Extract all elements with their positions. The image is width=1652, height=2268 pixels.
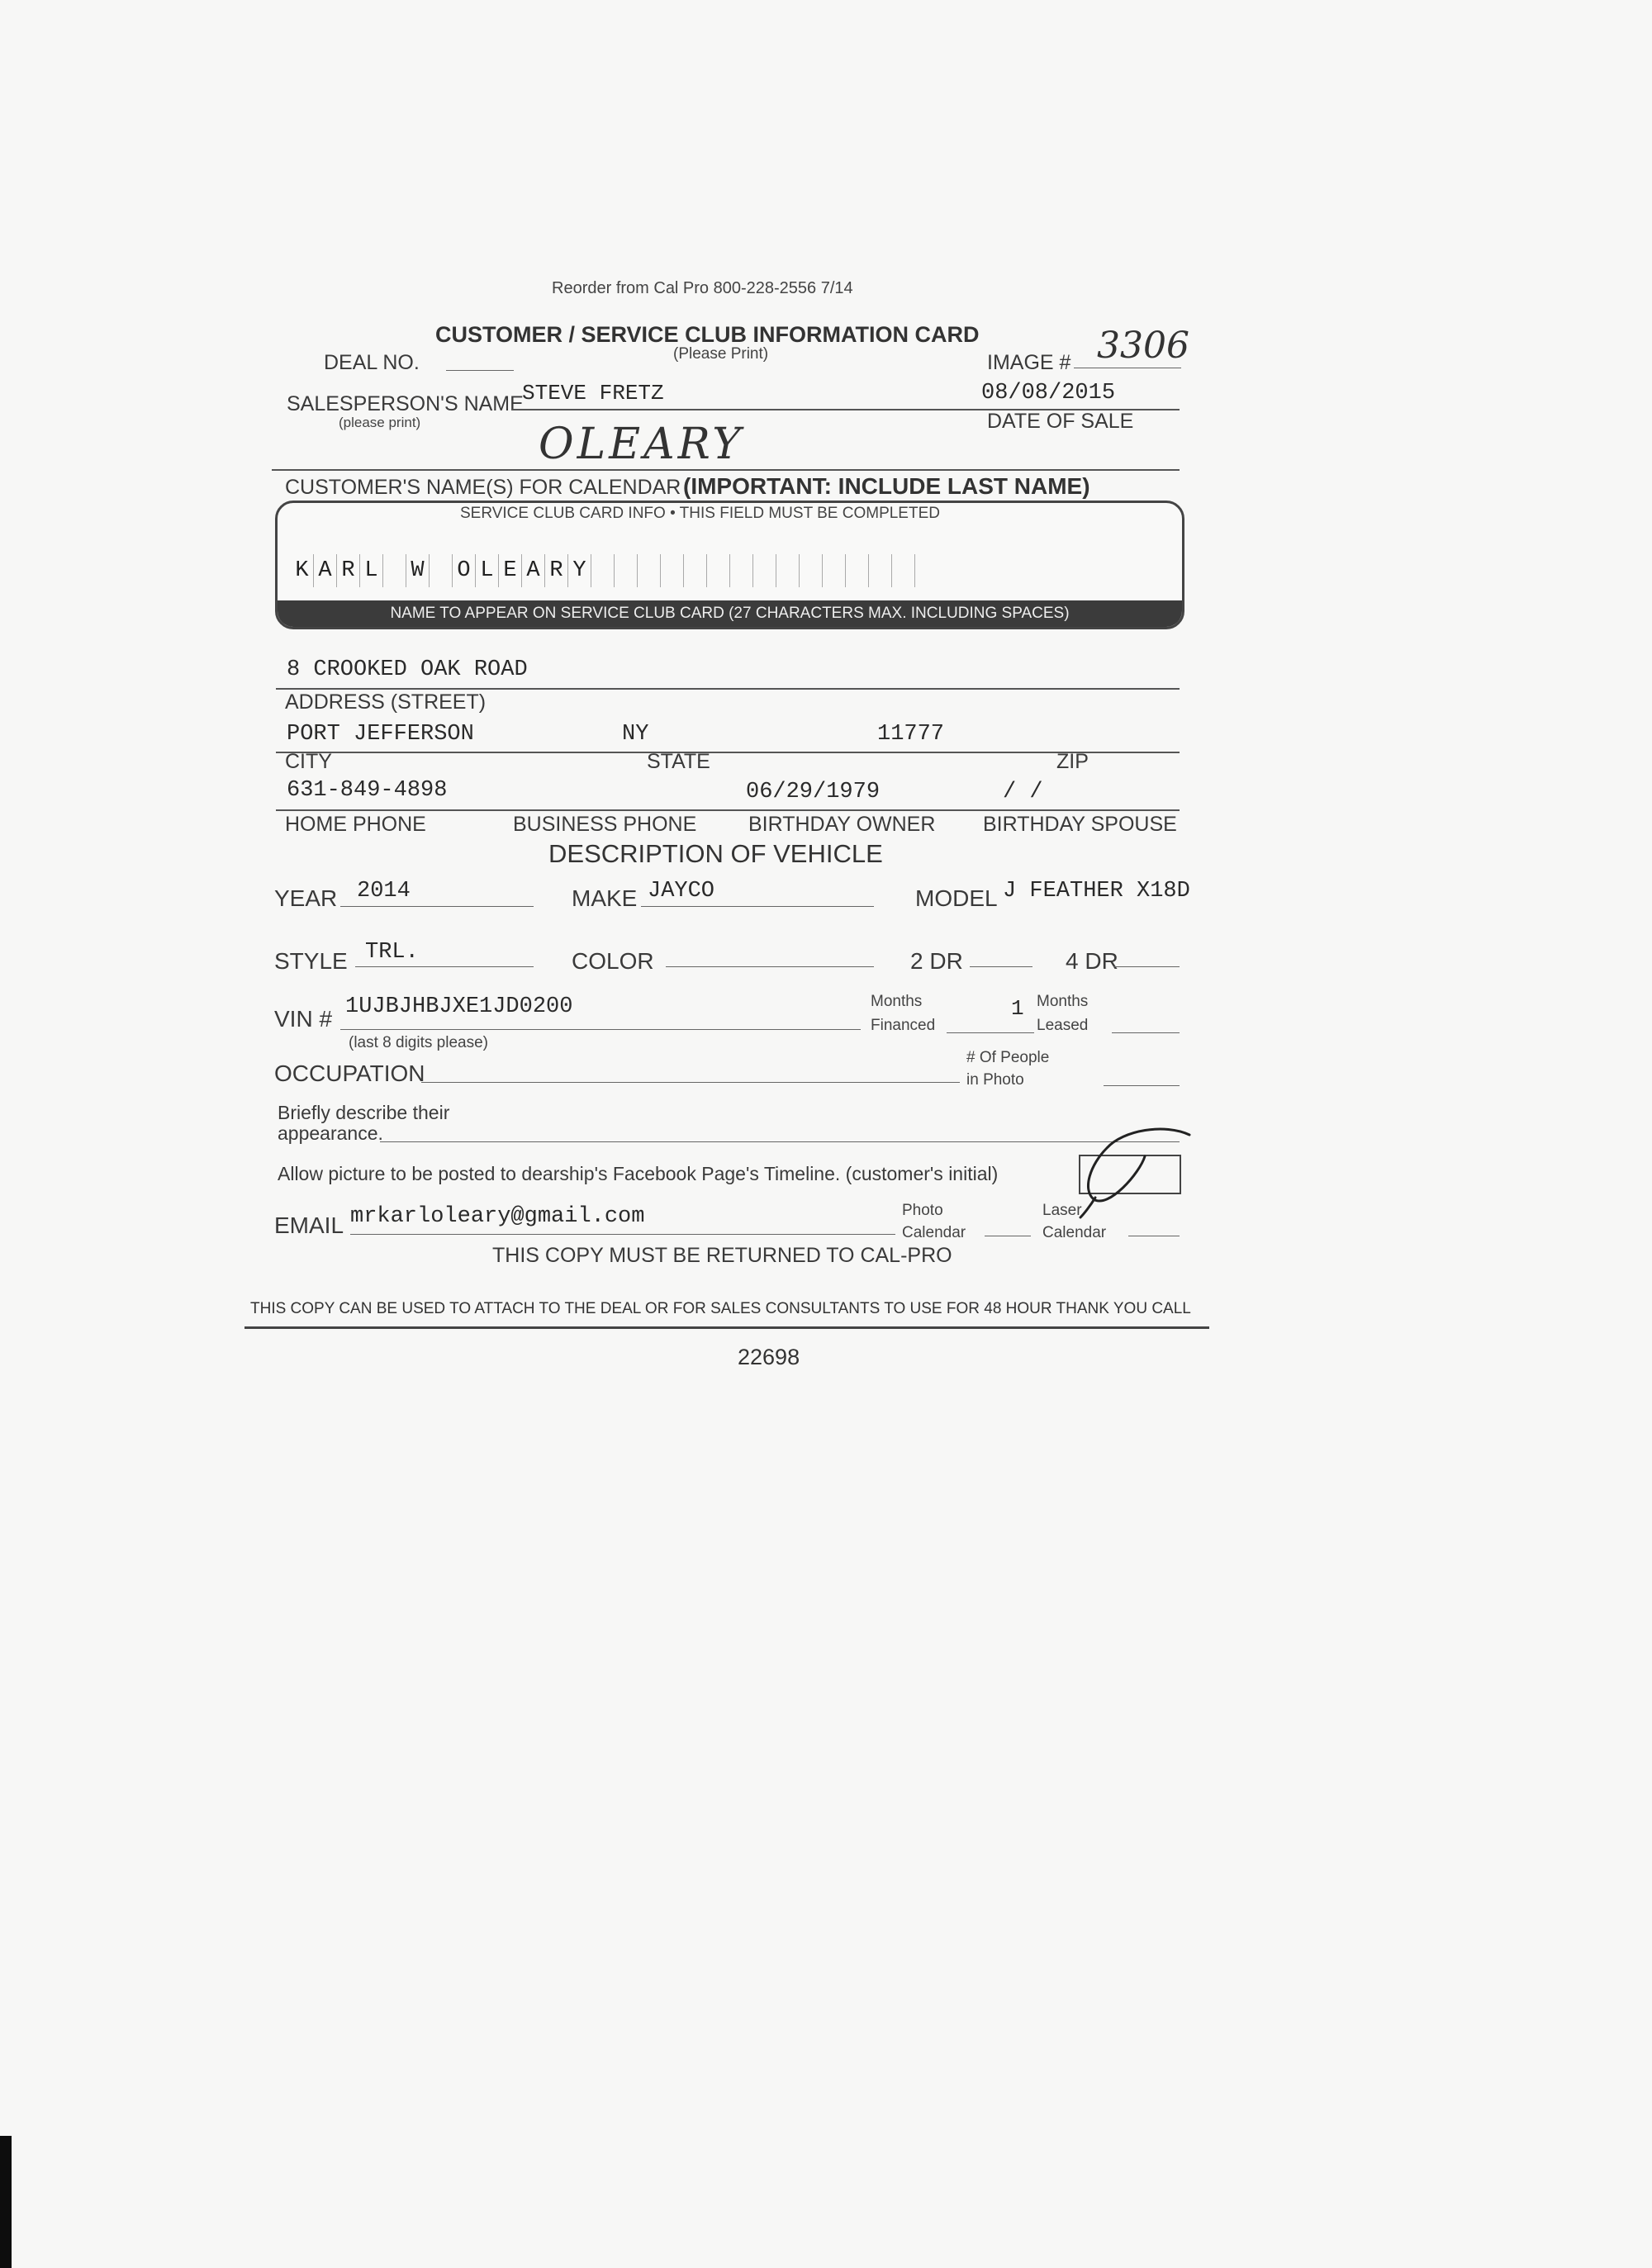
leased-value[interactable]: 1 [1011, 996, 1024, 1021]
two-door-field[interactable] [970, 966, 1032, 967]
laser-calendar-label-1: Laser [1042, 1202, 1082, 1219]
vin-value[interactable]: 1UJBJHBJXE1JD0200 [345, 994, 573, 1019]
photo-calendar-label-2: Calendar [902, 1224, 966, 1241]
footer-rule [244, 1326, 1209, 1329]
appearance-field[interactable] [380, 1141, 1180, 1142]
make-value[interactable]: JAYCO [648, 879, 715, 904]
city-value[interactable]: PORT JEFFERSON [287, 722, 474, 747]
year-label: YEAR [274, 885, 338, 911]
salesperson-sublabel: (please print) [339, 415, 421, 430]
deal-no-label: DEAL NO. [324, 351, 420, 374]
name-cell[interactable] [707, 554, 730, 587]
photo-calendar-label-1: Photo [902, 1202, 943, 1219]
name-cell[interactable] [638, 554, 661, 587]
four-door-label: 4 DR [1066, 948, 1118, 974]
two-door-label: 2 DR [910, 948, 963, 974]
people-label-1: # Of People [966, 1049, 1050, 1066]
service-club-footer: NAME TO APPEAR ON SERVICE CLUB CARD (27 CHARACTERS MAX. INCLUDING SPACES) [278, 600, 1182, 627]
name-cell[interactable]: A [522, 554, 545, 587]
salesperson-name-value[interactable]: STEVE FRETZ [522, 381, 664, 406]
scan-edge-shadow [0, 2136, 12, 2268]
birthday-spouse-value[interactable]: / / [1003, 780, 1043, 804]
home-phone-value[interactable]: 631-849-4898 [287, 778, 448, 803]
people-field[interactable] [1104, 1085, 1180, 1086]
name-cell[interactable] [661, 554, 684, 587]
financed-label: Financed [871, 1017, 936, 1034]
people-label-2: in Photo [966, 1071, 1024, 1089]
leased-label: Leased [1037, 1017, 1089, 1034]
occupation-field[interactable] [421, 1082, 960, 1083]
image-number-value: 3306 [1097, 325, 1189, 367]
color-field[interactable] [666, 966, 874, 967]
name-cell[interactable]: E [499, 554, 522, 587]
name-cell[interactable]: R [545, 554, 568, 587]
model-label: MODEL [915, 885, 998, 911]
service-club-name-cells[interactable] [291, 554, 915, 587]
name-cell[interactable] [615, 554, 638, 587]
leased-field[interactable] [1112, 1032, 1180, 1033]
style-label: STYLE [274, 948, 348, 974]
reorder-note: Reorder from Cal Pro 800-228-2556 7/14 [552, 279, 853, 297]
name-cell[interactable] [800, 554, 823, 587]
calendar-name-value[interactable]: OLEARY [539, 420, 744, 469]
name-cell[interactable]: L [476, 554, 499, 587]
name-cell[interactable] [753, 554, 776, 587]
calendar-name-important: (IMPORTANT: INCLUDE LAST NAME) [683, 473, 1090, 499]
name-cell[interactable]: O [453, 554, 476, 587]
city-line [276, 752, 1180, 753]
appearance-label-1: Briefly describe their [278, 1102, 450, 1123]
vin-label: VIN # [274, 1006, 333, 1032]
form-subtitle: (Please Print) [673, 345, 769, 363]
zip-label: ZIP [1056, 750, 1089, 773]
vin-line [340, 1029, 861, 1030]
date-of-sale-label: DATE OF SALE [987, 410, 1134, 433]
make-label: MAKE [572, 885, 638, 911]
return-note: THIS COPY MUST BE RETURNED TO CAL-PRO [492, 1244, 952, 1267]
service-club-box [275, 501, 1184, 629]
state-value[interactable]: NY [622, 722, 649, 747]
calendar-name-line [272, 469, 1180, 471]
deal-no-field[interactable] [446, 370, 514, 371]
business-phone-label: BUSINESS PHONE [513, 813, 697, 836]
phone-line [276, 809, 1180, 811]
form-title: CUSTOMER / SERVICE CLUB INFORMATION CARD [435, 322, 980, 347]
name-cell[interactable] [869, 554, 892, 587]
months-financed-top: Months [871, 993, 923, 1010]
appearance-label-2: appearance. [278, 1122, 383, 1144]
make-line [641, 906, 874, 907]
name-cell[interactable]: Y [568, 554, 591, 587]
name-cell[interactable] [823, 554, 846, 587]
birthday-owner-value[interactable]: 06/29/1979 [746, 780, 881, 804]
name-cell[interactable] [846, 554, 869, 587]
salesperson-label: SALESPERSON'S NAME [287, 392, 524, 415]
form-number: 22698 [738, 1345, 800, 1369]
initials-signature-icon [1066, 1123, 1194, 1222]
email-label: EMAIL [274, 1212, 344, 1238]
footer-note: THIS COPY CAN BE USED TO ATTACH TO THE DEAL OR FOR SALES CONSULTANTS TO USE FOR 48 HOUR THANK YOU CALL [250, 1300, 1191, 1317]
color-label: COLOR [572, 948, 654, 974]
months-leased-top: Months [1037, 993, 1089, 1010]
name-cell[interactable] [591, 554, 615, 587]
name-cell[interactable]: W [406, 554, 430, 587]
style-value[interactable]: TRL. [365, 940, 419, 965]
service-club-header: SERVICE CLUB CARD INFO • THIS FIELD MUST BE COMPLETED [460, 505, 940, 522]
year-value[interactable]: 2014 [357, 879, 411, 904]
name-cell[interactable] [383, 554, 406, 587]
address-line [276, 688, 1180, 690]
name-cell[interactable]: K [291, 554, 314, 587]
name-cell[interactable] [776, 554, 800, 587]
birthday-owner-label: BIRTHDAY OWNER [748, 813, 936, 836]
name-cell[interactable] [684, 554, 707, 587]
address-value[interactable]: 8 CROOKED OAK ROAD [287, 657, 528, 682]
email-value[interactable]: mrkarloleary@gmail.com [350, 1204, 645, 1229]
vin-note: (last 8 digits please) [349, 1034, 488, 1051]
laser-calendar-label-2: Calendar [1042, 1224, 1107, 1241]
date-of-sale-value[interactable]: 08/08/2015 [981, 381, 1116, 406]
style-line [355, 966, 534, 967]
name-cell[interactable]: A [314, 554, 337, 587]
email-line [350, 1234, 895, 1235]
vehicle-heading: DESCRIPTION OF VEHICLE [548, 839, 883, 868]
name-cell[interactable] [892, 554, 915, 587]
financed-field[interactable] [947, 1032, 1034, 1033]
state-label: STATE [647, 750, 710, 773]
facebook-permission-text: Allow picture to be posted to dearship's Facebook Page's Timeline. (customer's initial) [278, 1163, 999, 1184]
name-cell[interactable] [430, 554, 453, 587]
birthday-spouse-label: BIRTHDAY SPOUSE [983, 813, 1177, 836]
name-cell[interactable]: L [360, 554, 383, 587]
name-cell[interactable] [730, 554, 753, 587]
address-label: ADDRESS (STREET) [285, 690, 487, 714]
occupation-label: OCCUPATION [274, 1060, 425, 1086]
model-value[interactable]: J FEATHER X18D [1003, 879, 1190, 904]
city-label: CITY [285, 750, 332, 773]
calendar-name-label: CUSTOMER'S NAME(S) FOR CALENDAR [285, 476, 681, 499]
home-phone-label: HOME PHONE [285, 813, 426, 836]
name-cell[interactable]: R [337, 554, 360, 587]
four-door-field[interactable] [1113, 966, 1180, 967]
image-number-label: IMAGE # [987, 351, 1071, 374]
year-line [340, 906, 534, 907]
zip-value[interactable]: 11777 [877, 722, 945, 747]
